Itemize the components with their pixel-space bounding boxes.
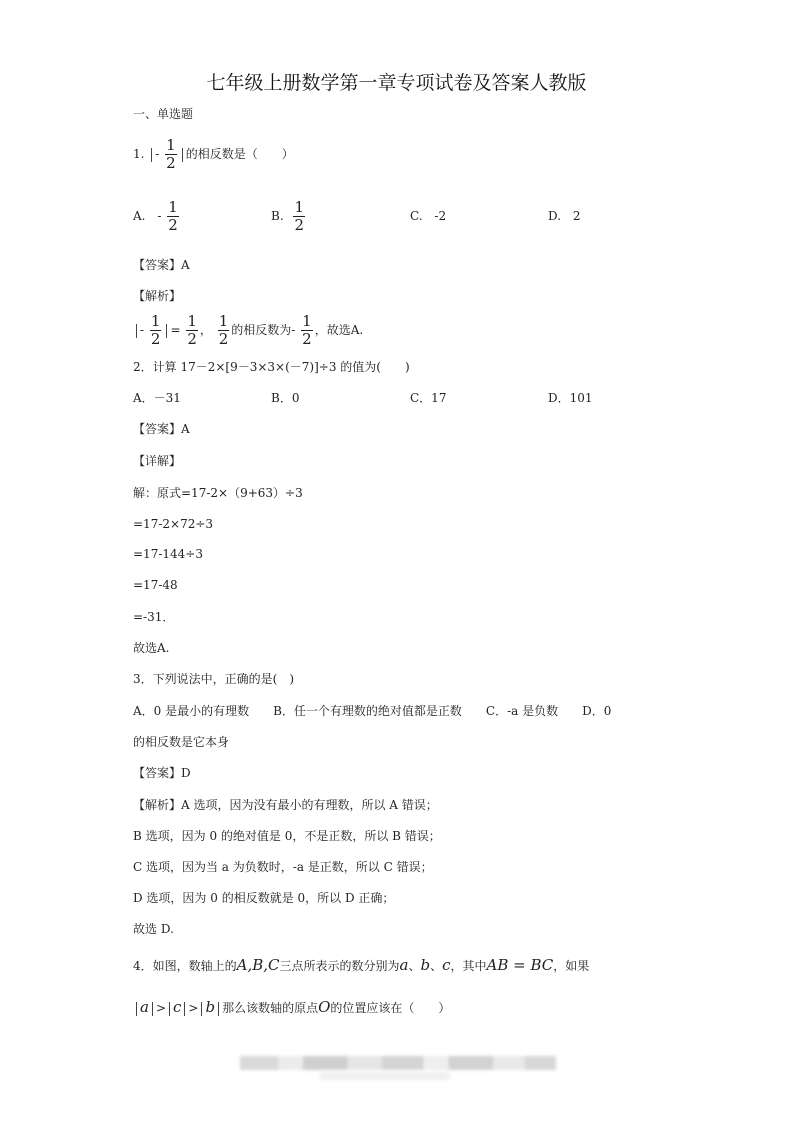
question-text: 那么该数轴的原点 (222, 1001, 319, 1015)
q2-step: =17-2×72÷3 (133, 517, 214, 531)
origin-label: O (318, 998, 331, 1016)
fraction (218, 314, 230, 347)
denominator: 2 (218, 330, 229, 348)
numerator: 1 (168, 198, 178, 216)
q2-option-a: A．－31 (133, 391, 181, 405)
abs-bar (152, 1002, 153, 1016)
page-title: 七年级上册数学第一章专项试卷及答案人教版 (206, 72, 587, 94)
analysis-text: ，故选A. (314, 323, 364, 337)
analysis-text: 的相反数为 (231, 323, 292, 337)
question-number: 1. (133, 147, 145, 161)
option-label: D. (548, 209, 562, 223)
abs-bar (169, 1002, 170, 1016)
q2-step: =17-48 (133, 578, 178, 592)
q2-step: 解：原式=17-2×（9+63）÷3 (133, 486, 303, 500)
q2-step: =-31． (133, 610, 175, 624)
greater-than: > (155, 1001, 167, 1015)
points-label: A,B,C (236, 956, 280, 974)
question-2: 2．计算 17－2×[9－3×3×(－7)]÷3 的值为( ) (133, 360, 410, 374)
minus-sign: - (155, 147, 160, 161)
q2-conclusion: 故选A. (133, 641, 170, 655)
equation: AB = BC (486, 956, 554, 974)
var-b: b (420, 956, 431, 974)
option-label: A. (133, 209, 146, 223)
minus-sign: - (140, 323, 145, 337)
denominator: 2 (150, 330, 161, 348)
numerator: 1 (302, 312, 312, 330)
numerator: 1 (294, 198, 305, 216)
numerator: 1 (218, 312, 229, 330)
denominator: 2 (294, 216, 305, 234)
q3-conclusion: 故选 D. (133, 922, 174, 936)
abs-bar-right (166, 324, 167, 338)
question-1 (133, 138, 294, 171)
numerator: 1 (187, 312, 197, 330)
fraction (293, 200, 305, 233)
fraction (301, 314, 313, 347)
abs-bar (184, 1002, 185, 1016)
var-c: c (173, 998, 182, 1016)
abs-bar-left (136, 324, 137, 338)
option-label: C. (410, 209, 423, 223)
blurred-footer-watermark-sub (320, 1072, 450, 1080)
question-text: 的位置应该在（ ） (330, 1001, 451, 1015)
q2-option-d: D．101 (548, 391, 593, 405)
option-value: -2 (434, 209, 447, 223)
q3-analysis-line: B 选项，因为 0 的绝对值是 0，不是正数，所以 B 错误； (133, 829, 441, 843)
var-c: c (442, 956, 451, 974)
question-text: 4．如图，数轴上的 (133, 959, 237, 973)
fraction (167, 200, 179, 233)
question-4-condition (133, 997, 450, 1018)
question-text: 三点所表示的数分别为 (279, 959, 400, 973)
var-a: a (399, 956, 409, 974)
denominator: 2 (187, 330, 197, 348)
option-label: B. (271, 209, 284, 223)
abs-bar-left (151, 148, 152, 162)
minus-sign: - (291, 323, 296, 337)
q1-option-b (271, 200, 307, 233)
abs-bar-right (182, 148, 183, 162)
q3-analysis-line: D 选项，因为 0 的相反数就是 0，所以 D 正确； (133, 891, 395, 905)
q1-option-a (133, 200, 181, 233)
question-text: 的相反数是（ ） (185, 147, 294, 161)
comma: ， (199, 323, 212, 337)
option-value: 2 (572, 209, 581, 223)
q2-step: =17-144÷3 (133, 547, 203, 561)
q2-option-b: B．0 (271, 391, 300, 405)
denominator: 2 (166, 154, 176, 172)
denominator: 2 (302, 330, 312, 348)
separator: 、 (430, 959, 443, 973)
question-4 (133, 955, 589, 976)
abs-bar (218, 1002, 219, 1016)
fraction (165, 138, 177, 171)
q3-analysis-line: 【解析】A 选项，因为没有最小的有理数，所以 A 错误； (133, 798, 438, 812)
fraction (186, 314, 198, 347)
q3-analysis-line: C 选项，因为当 a 为负数时，-a 是正数，所以 C 错误； (133, 860, 433, 874)
q1-analysis (133, 313, 363, 347)
section-heading: 一、单选题 (133, 107, 194, 121)
q1-analysis-heading: 【解析】 (133, 289, 182, 303)
question-text: ，如果 (553, 959, 590, 973)
q3-answer: 【答案】D (133, 766, 191, 780)
question-text: ，其中 (450, 959, 487, 973)
question-3: 3．下列说法中，正确的是( ) (133, 672, 294, 686)
q2-detail-heading: 【详解】 (133, 454, 182, 468)
q3-options-continued: 的相反数是它本身 (133, 735, 230, 749)
numerator: 1 (150, 312, 161, 330)
q1-option-d (548, 208, 580, 224)
q2-answer: 【答案】A (133, 422, 190, 436)
numerator: 1 (166, 136, 176, 154)
q1-option-c (410, 208, 446, 224)
minus-sign: - (157, 209, 162, 223)
q1-answer: 【答案】A (133, 258, 190, 272)
q3-options: A．0 是最小的有理数 B．任一个有理数的绝对值都是正数 C．-a 是负数 D．0 (133, 704, 612, 718)
abs-bar (136, 1002, 137, 1016)
var-a: a (140, 998, 149, 1016)
equals-sign: = (170, 323, 181, 337)
separator: 、 (408, 959, 421, 973)
q2-option-c: C．17 (410, 391, 447, 405)
denominator: 2 (168, 216, 178, 234)
var-b: b (205, 998, 216, 1016)
greater-than: > (188, 1001, 199, 1015)
fraction (150, 314, 162, 347)
abs-bar (201, 1002, 202, 1016)
blurred-footer-watermark (240, 1056, 556, 1070)
